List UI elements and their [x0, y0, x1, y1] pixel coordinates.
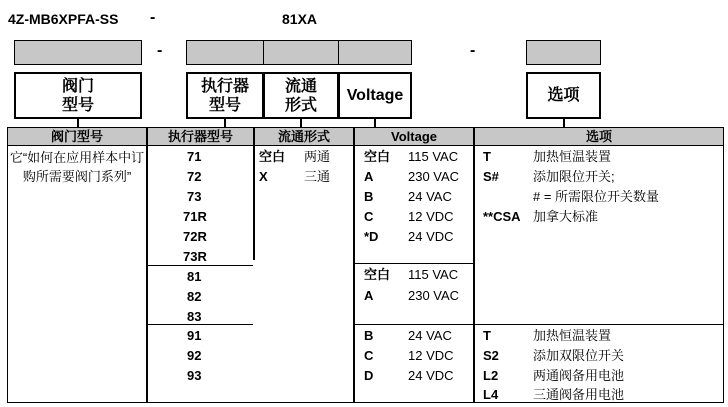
flow-desc: 三通	[304, 169, 331, 184]
actuator-model: 71R	[183, 209, 207, 224]
voltage-value: 24 VAC	[408, 328, 452, 343]
option-code: L4	[483, 387, 499, 402]
options-label: 选项	[526, 72, 601, 119]
flow-code: 空白	[259, 149, 286, 164]
actuator-model: 81	[187, 269, 202, 284]
voltage-code: 空白	[364, 267, 391, 282]
option-desc: # = 所需限位开关数量	[533, 189, 660, 204]
col-header-valve: 阀门型号	[8, 128, 146, 145]
voltage-value: 115 VAC	[408, 267, 459, 282]
voltage-value: 115 VAC	[408, 149, 459, 164]
actuator-model: 73	[187, 189, 202, 204]
col-header-actuator: 执行器型号	[148, 128, 253, 145]
option-code: T	[483, 149, 491, 164]
voltage-value: 24 VDC	[408, 229, 454, 244]
column-divider	[353, 127, 355, 403]
actuator-model: 91	[187, 328, 202, 343]
actuator-model: 72	[187, 169, 202, 184]
voltage-value: 12 VDC	[408, 348, 454, 363]
flow-code-box	[263, 40, 339, 65]
actuator-model: 93	[187, 368, 202, 383]
voltage-code: C	[364, 209, 374, 224]
actuator-model: 71	[187, 149, 202, 164]
voltage-code: C	[364, 348, 374, 363]
option-desc: 加拿大标准	[533, 209, 599, 224]
actuator-code: 81XA	[282, 11, 318, 27]
actuator-model: 82	[187, 289, 202, 304]
voltage-code: A	[364, 288, 374, 303]
option-desc: 加热恒温装置	[533, 149, 612, 164]
actuator-model-label: 执行器 型号	[186, 72, 264, 119]
dash-separator: -	[150, 9, 156, 26]
valve-model-label: 阀门 型号	[14, 72, 142, 119]
group-divider	[355, 324, 473, 325]
option-desc: 加热恒温装置	[533, 328, 612, 343]
option-code: T	[483, 328, 491, 343]
voltage-value: 230 VAC	[408, 169, 460, 184]
option-desc: 三通阀备用电池	[533, 387, 625, 402]
dash-separator: -	[470, 42, 476, 59]
valve-code-box	[14, 40, 142, 65]
voltage-code: *D	[364, 229, 379, 244]
voltage-code: 空白	[364, 149, 391, 164]
voltage-value: 24 VAC	[408, 189, 452, 204]
voltage-code: A	[364, 169, 374, 184]
column-divider	[473, 127, 475, 403]
voltage-value: 230 VAC	[408, 288, 460, 303]
option-desc: 两通阀备用电池	[533, 368, 625, 383]
flow-type-label: 流通 形式	[263, 72, 339, 119]
voltage-code: B	[364, 328, 374, 343]
option-desc: 添加双限位开关	[533, 348, 625, 363]
model-code: 4Z-MB6XPFA-SS	[8, 11, 119, 27]
valve-model-note: 它“如何在应用样本中订购所需要阀门系列”	[9, 150, 145, 184]
actuator-model: 73R	[183, 249, 207, 264]
flow-code: X	[259, 169, 268, 184]
group-divider	[355, 263, 473, 264]
header-divider	[7, 145, 724, 146]
dash-separator: -	[157, 42, 163, 59]
col-header-voltage: Voltage	[355, 128, 473, 145]
voltage-value: 24 VDC	[408, 368, 454, 383]
option-code: S2	[483, 348, 499, 363]
actuator-model: 92	[187, 348, 202, 363]
voltage-label: Voltage	[338, 72, 412, 119]
voltage-code: B	[364, 189, 374, 204]
option-code: **CSA	[483, 209, 521, 224]
column-divider	[253, 127, 255, 260]
col-header-options: 选项	[475, 128, 723, 145]
voltage-code: D	[364, 368, 374, 383]
actuator-code-box	[186, 40, 264, 65]
actuator-model: 83	[187, 309, 202, 324]
col-header-flow: 流通形式	[255, 128, 353, 145]
actuator-model: 72R	[183, 229, 207, 244]
option-desc: 添加限位开关;	[533, 169, 615, 184]
voltage-code-box	[338, 40, 412, 65]
option-code: L2	[483, 368, 499, 383]
option-code: S#	[483, 169, 499, 184]
voltage-value: 12 VDC	[408, 209, 454, 224]
options-code-box	[526, 40, 601, 65]
group-divider	[475, 324, 723, 325]
flow-desc: 两通	[304, 149, 331, 164]
